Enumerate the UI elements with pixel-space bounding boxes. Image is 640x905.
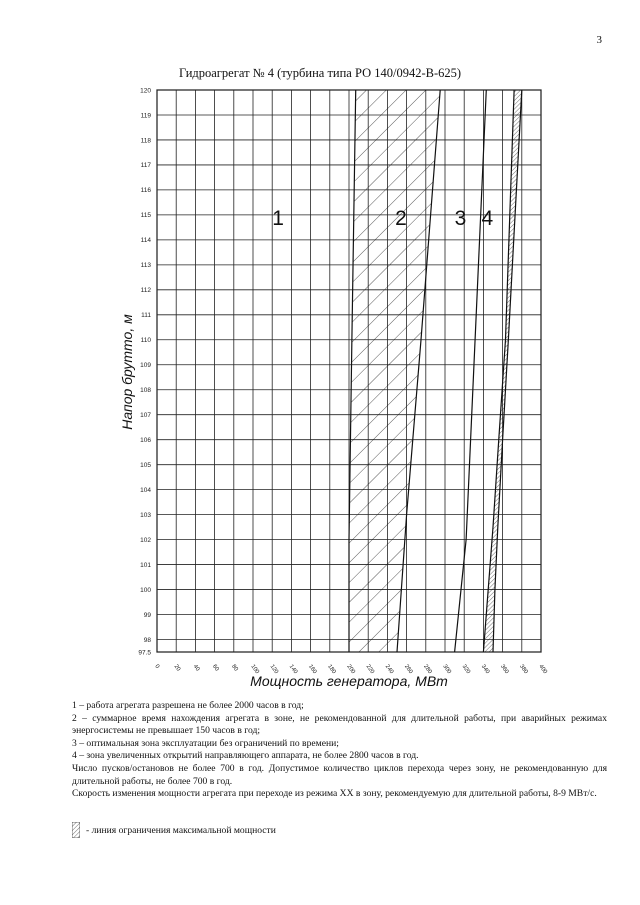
y-tick-label: 104: [140, 486, 151, 494]
chart: [0, 80, 640, 695]
y-tick-label: 120: [140, 87, 151, 95]
y-tick-label: 117: [140, 162, 151, 170]
x-tick-label: 140: [287, 663, 299, 676]
zone-label: 2: [395, 206, 407, 230]
y-tick-label: 110: [140, 337, 151, 345]
legend: [72, 822, 276, 838]
y-tick-label: 103: [140, 511, 151, 519]
note-5: Число пусков/остановов не более 700 в год. Допустимое количество циклов перехода через зону, не рекомендованную для длительной работы, не более 700 в год.: [72, 762, 607, 787]
x-tick-label: 360: [498, 663, 510, 676]
x-tick-label: 80: [230, 663, 239, 673]
y-tick-label: 113: [140, 262, 151, 270]
y-tick-label: 119: [140, 112, 151, 120]
tick-labels: [138, 87, 547, 675]
series-line-3: [455, 90, 487, 652]
x-tick-label: 100: [249, 663, 260, 676]
notes-block: [72, 700, 607, 801]
y-tick-label: 106: [140, 436, 151, 444]
page-number: 3: [596, 34, 602, 46]
x-tick-label: 180: [326, 663, 337, 676]
y-tick-label: 107: [140, 412, 151, 420]
series-line-4: [483, 90, 514, 652]
x-tick-label: 380: [518, 663, 529, 676]
x-tick-label: 0: [153, 663, 161, 670]
y-tick-label: 108: [140, 387, 151, 395]
zone-2-hatch: [349, 90, 440, 652]
x-tick-label: 320: [460, 663, 472, 676]
note-6: Скорость изменения мощности агрегата при переходе из режима ХХ в зону, рекомендуемую для длительной работы, 8-9 МВт/с.: [72, 788, 597, 800]
hatch-swatch-icon: [72, 822, 80, 838]
x-tick-label: 340: [479, 663, 491, 676]
y-tick-label: 112: [140, 287, 151, 295]
y-tick-label: 116: [140, 187, 151, 195]
x-tick-label: 220: [364, 663, 376, 676]
y-tick-label: 99: [143, 611, 151, 619]
series-line-5: [493, 90, 522, 652]
note-4: 4 – зона увеличенных открытий направляющего аппарата, не более 2800 часов в год.: [72, 750, 419, 762]
x-tick-label: 120: [268, 663, 280, 676]
y-tick-label: 114: [140, 237, 151, 245]
x-tick-label: 60: [210, 663, 220, 673]
x-tick-label: 40: [191, 663, 201, 673]
x-tick-label: 300: [441, 663, 452, 676]
x-tick-label: 20: [172, 663, 182, 673]
y-tick-label: 109: [140, 362, 151, 370]
y-tick-label: 102: [140, 536, 151, 544]
y-tick-label: 118: [140, 137, 151, 145]
legend-label: - линия ограничения максимальной мощности: [86, 824, 276, 836]
x-tick-label: 200: [345, 663, 356, 676]
x-axis-title: Мощность генератора, МВт: [250, 673, 448, 689]
chart-title: Гидроагрегат № 4 (турбина типа РО 140/0942-В-625): [178, 66, 462, 80]
y-tick-label: 115: [140, 212, 151, 220]
y-tick-label: 98: [143, 636, 151, 644]
note-3: 3 – оптимальная зона эксплуатации без ограничений по времени;: [72, 737, 339, 749]
y-tick-label: 100: [140, 586, 151, 594]
zone-label: 1: [272, 206, 284, 230]
y-tick-label: 111: [141, 312, 151, 320]
x-tick-label: 240: [383, 663, 395, 676]
x-tick-label: 400: [537, 663, 548, 676]
y-tick-label: 101: [140, 561, 151, 569]
zone-label: 3: [454, 206, 467, 230]
note-2: 2 – суммарное время нахождения агрегата в зоне, не рекомендованной для длительной работы, при аварийных режимах энергосистемы не превышает 150 часов в год;: [72, 712, 607, 737]
x-tick-label: 280: [422, 663, 433, 676]
x-tick-label: 260: [402, 663, 414, 676]
x-tick-label: 160: [306, 663, 318, 676]
y-tick-label: 97.5: [138, 649, 151, 657]
zone-label: 4: [481, 206, 494, 230]
y-axis-title: Напор брутто, м: [119, 314, 135, 430]
note-1: 1 – работа агрегата разрешена не более 2000 часов в год;: [72, 700, 304, 711]
y-tick-label: 105: [140, 461, 151, 469]
